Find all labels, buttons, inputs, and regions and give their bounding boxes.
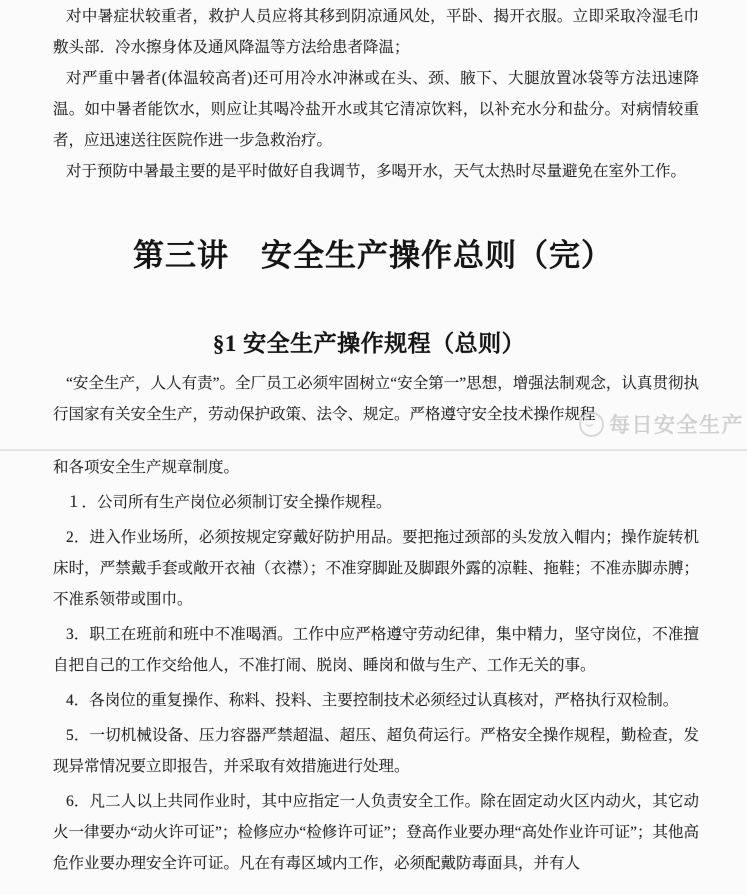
general-rules-paragraph-continued: 和各项安全生产规章制度。: [53, 459, 240, 476]
chapter-title: 第三讲 安全生产操作总则（完）: [133, 238, 613, 273]
section-subtitle: §1 安全生产操作规程（总则）: [212, 331, 526, 356]
intro-paragraph: 对中暑症状较重者，救护人员应将其移到阴凉通风处，平卧、揭开衣服。立即采取冷湿毛巾敷头部．冷水擦身体及通风降温等方法给患者降温；: [53, 8, 699, 56]
intro-paragraph: 对严重中暑者(体温较高者)还可用冷水冲淋或在头、颈、腋下、大腿放置冰袋等方法迅速降温。如中暑者能饮水，则应让其喝冷盐开水或其它清凉饮料，以补充水分和盐分。对病情较重者，应迅速送往医院作进一步急救治疗。: [53, 70, 699, 149]
rules-list: [53, 487, 699, 879]
rule-item: １．公司所有生产岗位必须制订安全操作规程。: [66, 494, 392, 511]
rule-item: 4．各岗位的重复操作、称料、投料、主要控制技术必须经过认真核对，严格执行双检制。: [66, 692, 679, 709]
rule-item: 6．凡二人以上共同作业时，其中应指定一人负责安全工作。除在固定动火区内动火，其它动火一律要办“动火许可证”；检修应办“检修许可证”；登高作业要办理“高处作业许可证”；其他高危作业要办理安全许可证。凡在有毒区域内工作，必须配戴防毒面具，并有人: [53, 793, 699, 872]
daily-safety-logo-icon: [579, 412, 604, 437]
rule-item: 2．进入作业场所，必须按规定穿戴好防护用品。要把拖过颈部的头发放入帽内；操作旋转机床时，严禁戴手套或敞开衣袖（衣襟）；不准穿脚趾及脚跟外露的凉鞋、拖鞋；不准赤脚赤膊；不准系领带或围巾。: [53, 529, 699, 608]
general-rules-paragraph: “安全生产，人人有责”。全厂员工必须牢固树立“安全第一”思想，增强法制观念，认真贯彻执行国家有关安全生产，劳动保护政策、法令、规定。严格遵守安全技术操作规程: [53, 375, 699, 423]
page-break-divider: [0, 449, 747, 451]
rule-item: 3．职工在班前和班中不准喝酒。工作中应严格遵守劳动纪律，集中精力，坚守岗位，不准擅自把自己的工作交给他人，不准打闹、脱岗、睡岗和做与生产、工作无关的事。: [53, 626, 699, 674]
watermark-label: 每日安全生产: [609, 413, 744, 437]
watermark: [579, 409, 744, 439]
intro-paragraph: 对于预防中暑最主要的是平时做好自我调节，多喝开水，天气太热时尽量避免在室外工作。: [66, 163, 687, 180]
rule-item: 5．一切机械设备、压力容器严禁超温、超压、超负荷运行。严格安全操作规程，勤检查，发现异常情况要立即报告，并采取有效措施进行处理。: [53, 727, 699, 775]
